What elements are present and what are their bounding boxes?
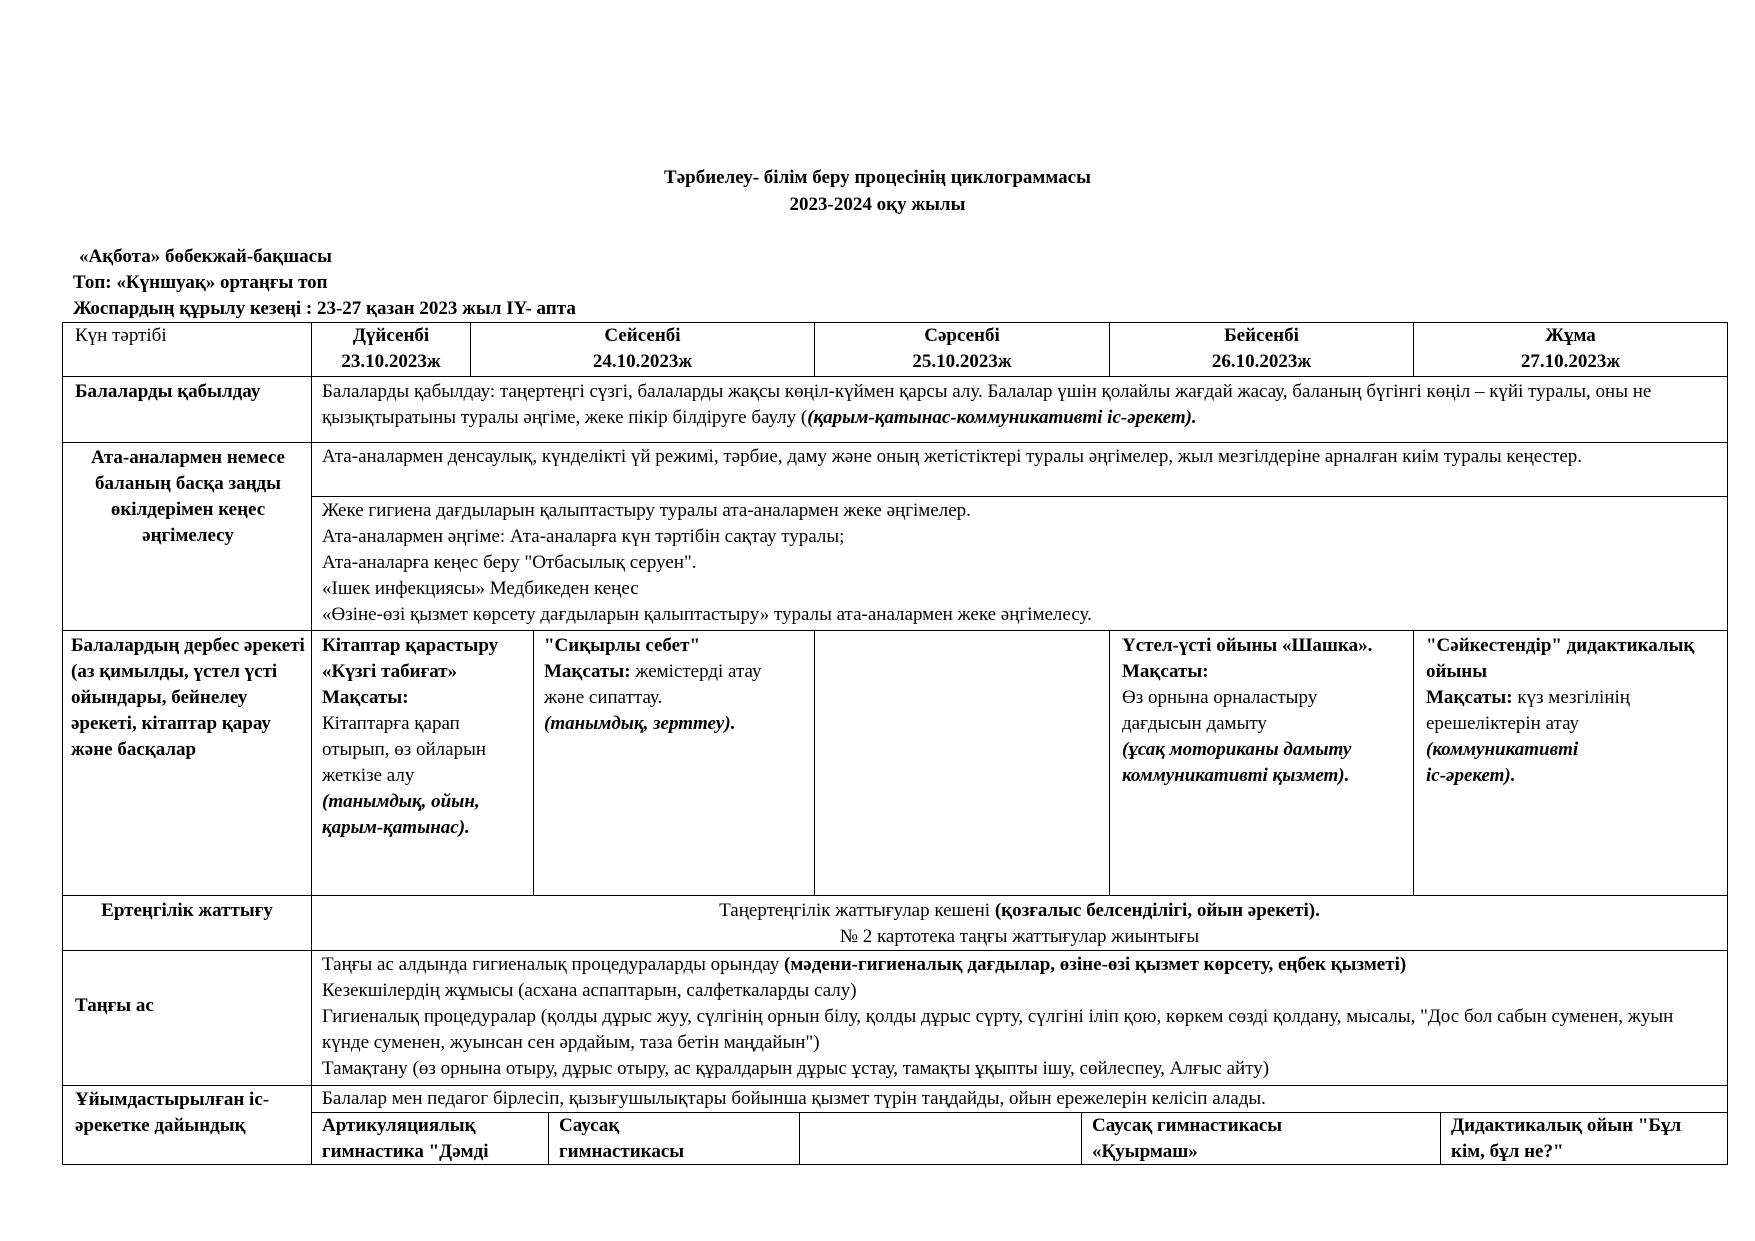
independent-fri-content — [1426, 633, 1716, 789]
reception-body: Балаларды қабылдау: таңертеңгі сүзгі, балаларды жақсы көңіл-күймен қарсы алу. Балалар үшін қолайлы жағдай жасау, баланың бүгінгі көңіл – күйі туралы, оны не қызықтыратыны туралы әңгіме, жеке пікір білдіруге баулу ( — [322, 381, 1652, 428]
goal-label: Мақсаты: — [544, 661, 631, 682]
day-name-fri: Жұма — [1545, 325, 1596, 346]
parents-label: Ата-аналармен немесе баланың басқа заңды өкілдерімен кеңес әңгімелесу — [91, 447, 285, 546]
independent-mon-goal: Кітаптарға қарап отырып, өз ойларын жеткізе алу — [322, 713, 487, 786]
day-name-mon: Дүйсенбі — [352, 325, 430, 346]
exercise-line2: № 2 картотека таңғы жаттығулар жиынтығы — [839, 926, 1200, 947]
independent-tue-title: "Сиқырлы себет" — [544, 635, 700, 656]
row-label-parents — [62, 442, 312, 631]
independent-cell-fri — [1413, 630, 1728, 896]
header-cell-fri — [1413, 322, 1728, 377]
breakfast-cell — [311, 950, 1728, 1086]
reception-emphasis: (қарым-қатынас-коммуникативті іс-әрекет). — [807, 407, 1197, 428]
plan-period: Жоспардың құрылу кезеңі : 23-27 қазан 2023 жыл IY- апта — [73, 298, 576, 319]
row-label-breakfast — [62, 950, 312, 1086]
organized-cell-tue — [548, 1112, 800, 1165]
parents-line: Ата-аналармен әңгіме: Ата-аналарға күн тәртібін сақтау туралы; — [322, 526, 845, 547]
exercise-line1 — [312, 898, 1727, 924]
group-name: Топ: «Күншуақ» ортаңғы топ — [73, 272, 328, 293]
document-title: Тәрбиелеу- білім беру процесінің циклограммасы — [664, 167, 1091, 188]
header-cell-tue — [470, 322, 815, 377]
breakfast-label: Таңғы ас — [75, 995, 154, 1016]
parents-line: Ата-аналарға кеңес беру "Отбасылық серуен". — [322, 552, 697, 573]
organized-mon: Артикуляциялық гимнастика "Дәмді — [322, 1115, 489, 1162]
exercise-emphasis: (қозғалыс белсенділігі, ойын әрекеті). — [994, 900, 1320, 921]
header-cell-schedule — [62, 322, 312, 377]
parents-line: «Өзіне-өзі қызмет көрсету дағдыларын қалыптастыру» туралы ата-аналармен жеке әңгімелесу. — [322, 604, 1092, 625]
row-label-exercise — [62, 895, 312, 951]
independent-fri-title: "Сәйкестендір" дидактикалық ойыны — [1426, 635, 1695, 682]
parents-text-general: Ата-аналармен денсаулық, күнделікті үй режимі, тәрбие, даму және оның жетістіктері туралы әңгімелер, жыл мезгілдеріне арналған киім туралы кеңестер. — [322, 446, 1583, 467]
day-date-mon: 23.10.2023ж — [341, 351, 441, 372]
independent-thu-content — [1122, 633, 1407, 789]
kindergarten-name: «Ақбота» бөбекжай-бақшасы — [79, 246, 332, 267]
row-label-organized — [62, 1085, 312, 1165]
independent-mon-title: Кітаптар қарастыру «Күзгі табиғат» — [322, 635, 499, 682]
organized-cell-top — [311, 1085, 1728, 1113]
row-label-reception — [62, 376, 312, 443]
parents-cell-top — [311, 442, 1728, 497]
parents-cell-bottom — [311, 496, 1728, 631]
organized-cell-fri — [1440, 1112, 1728, 1165]
independent-cell-thu — [1109, 630, 1414, 896]
organized-cell-thu — [1081, 1112, 1441, 1165]
independent-fri-emphasis: (коммуникативті іс-әрекет). — [1426, 739, 1579, 786]
independent-cell-wed — [814, 630, 1110, 896]
exercise-text: Таңертеңгілік жаттығулар кешені — [719, 900, 995, 921]
independent-mon-content — [322, 633, 522, 841]
independent-thu-goal: Өз орнына орналастыру дағдысын дамыту — [1122, 687, 1318, 734]
organized-label: Ұйымдастырылған іс-әрекетке дайындық — [75, 1089, 270, 1136]
day-date-wed: 25.10.2023ж — [912, 351, 1012, 372]
organized-thu: Саусақ гимнастикасы «Қуырмаш» — [1092, 1115, 1283, 1162]
independent-cell-tue — [533, 630, 815, 896]
independent-mon-emphasis: (танымдық, ойын, қарым-қатынас). — [322, 791, 480, 838]
header-cell-mon — [311, 322, 471, 377]
independent-thu-title: Үстел-үсті ойыны «Шашка». — [1122, 635, 1373, 656]
breakfast-line1 — [322, 952, 1717, 978]
day-date-thu: 26.10.2023ж — [1211, 351, 1312, 372]
breakfast-line: Тамақтану (өз орнына отыру, дұрыс отыру, ас құралдарын дұрыс ұстау, тамақты ұқыпты ішу, сөйлеспеу, Алғыс айту) — [322, 1058, 1270, 1079]
header-cell-thu — [1109, 322, 1414, 377]
goal-label: Мақсаты: — [1122, 661, 1209, 682]
day-date-tue: 24.10.2023ж — [592, 351, 693, 372]
independent-label: Балалардың дербес әрекеті (аз қимылды, үстел үсті ойындары, бейнелеу әрекеті, кітаптар қарау және басқалар — [71, 635, 305, 760]
breakfast-emphasis: (мәдени-гигиеналық дағдылар, өзіне-өзі қызмет көрсету, еңбек қызметі) — [784, 954, 1407, 975]
row-label-independent — [62, 630, 312, 896]
parents-line: Жеке гигиена дағдыларын қалыптастыру туралы ата-аналармен жеке әңгімелер. — [322, 500, 971, 521]
independent-tue-goal: жемістерді атау және сипаттау. — [544, 661, 762, 708]
schedule-header-label: Күн тәртібі — [75, 325, 167, 346]
reception-label: Балаларды қабылдау — [75, 381, 261, 402]
organized-text: Балалар мен педагог бірлесіп, қызығушылықтары бойынша қызмет түрін таңдайды, ойын ережелерін келісіп алады. — [322, 1088, 1266, 1109]
day-name-tue: Сейсенбі — [604, 325, 681, 346]
breakfast-line: Кезекшілердің жұмысы (асхана аспаптарын, салфеткаларды салу) — [322, 980, 857, 1001]
independent-fri-goal: күз мезгілінің ерешеліктерін атау — [1426, 687, 1630, 734]
exercise-cell — [311, 895, 1728, 951]
organized-cell-mon — [311, 1112, 549, 1165]
day-date-fri: 27.10.2023ж — [1520, 351, 1621, 372]
reception-text — [322, 379, 1712, 431]
parents-line: «Ішек инфекциясы» Медбикеден кеңес — [322, 578, 639, 599]
day-name-wed: Сәрсенбі — [924, 325, 1000, 346]
academic-year: 2023-2024 оқу жылы — [789, 194, 966, 215]
organized-tue: Саусақ гимнастикасы — [559, 1115, 685, 1162]
independent-tue-emphasis: (танымдық, зерттеу). — [544, 713, 736, 734]
reception-cell — [311, 376, 1728, 443]
breakfast-text: Таңғы ас алдында гигиеналық процедураларды орындау — [322, 954, 784, 975]
organized-fri: Дидактикалық ойын "Бұл кім, бұл не?" — [1451, 1115, 1682, 1162]
goal-label: Мақсаты: — [1426, 687, 1513, 708]
header-cell-wed — [814, 322, 1110, 377]
organized-cell-wed — [799, 1112, 1082, 1165]
breakfast-line: Гигиеналық процедуралар (қолды дұрыс жуу, сүлгінің орнын білу, қолды дұрыс сүрту, сүлгіні іліп қою, көркем сөзді қолдану, мысалы, "Дос бол сабын суменен, жуын күнде суменен, жуынсан сен әрдайым, таза бетін маңдайын") — [322, 1006, 1674, 1053]
independent-cell-mon — [311, 630, 534, 896]
independent-tue-content — [544, 633, 774, 737]
goal-label: Мақсаты: — [322, 687, 409, 708]
day-name-thu: Бейсенбі — [1224, 325, 1299, 346]
independent-thu-emphasis: (ұсақ моториканы дамыту коммуникативті қызмет). — [1122, 739, 1352, 786]
exercise-label: Ертеңгілік жаттығу — [101, 900, 273, 921]
